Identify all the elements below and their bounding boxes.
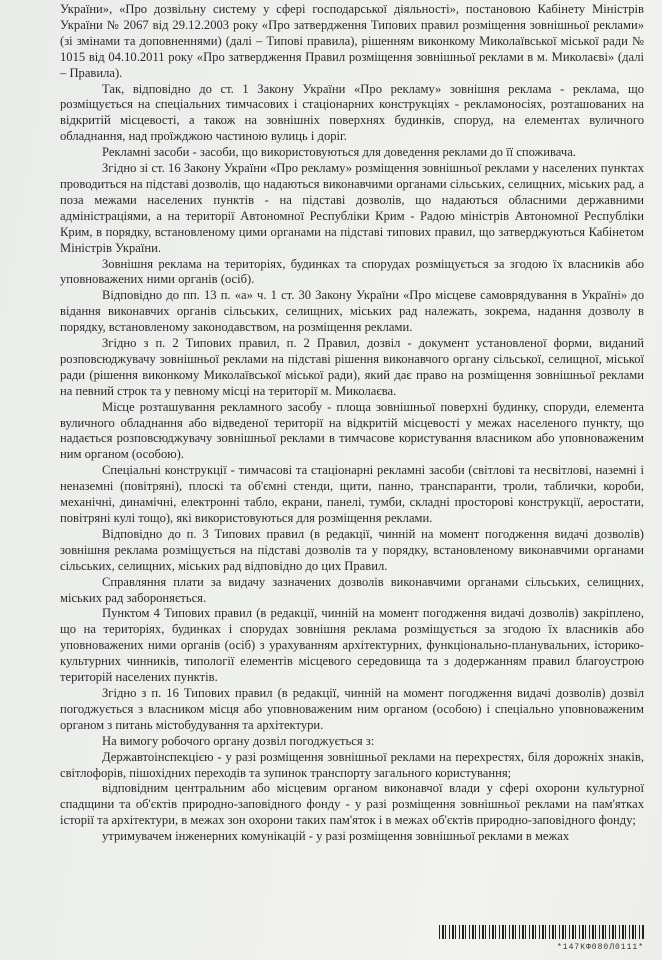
paragraph: Зовнішня реклама на територіях, будинках та спорудах розміщується за згодою їх власників або уповноважених ними органів (осіб). (60, 256, 644, 287)
paragraph: Згідно з п. 16 Типових правил (в редакції, чинній на момент погодження видачі дозволів) дозвіл погоджується з власником місця або уповноваженим ним органом (особою) і спеціально уповноваженим органом з питань містобудування та архітектури. (60, 685, 644, 732)
paragraph: Згідно зі ст. 16 Закону України «Про рекламу» розміщення зовнішньої реклами у населених пунктах проводиться на підставі дозволів, що надаються виконавчими органами сільських, селищних, міських рад, а поза межами населених пунктів - на підставі дозволів, що надаються обласними державними адміністраціями, а на території Автономної Республіки Крим - Радою міністрів Автономної Республіки Крим, в порядку, встановленому цими органами на підставі типових правил, що затверджуються Кабінетом Міністрів України. (60, 161, 644, 255)
document-footer (439, 925, 644, 956)
paragraph: Пунктом 4 Типових правил (в редакції, чинній на момент погодження видачі дозволів) закріплено, що на територіях, будинках і спорудах зовнішня реклама розміщується за згодою їх власників або уповноважених ними органів (осіб) з урахуванням архітектурних, функціонально-планувальних, історико-культурних чинників, типології елементів місцевого середовища та з додержанням правил благоустрою територій населених пунктів. (60, 606, 644, 685)
paragraph: Відповідно до п. 3 Типових правил (в редакції, чинній на момент погодження видачі дозволів) зовнішня реклама розміщується на підставі дозволів та у порядку, встановленому виконавчими органами сільських, селищних, міських рад відповідно до цих Правил. (60, 526, 644, 573)
barcode-graphic (439, 925, 644, 939)
paragraph: Рекламні засоби - засоби, що використовуються для доведення реклами до її споживача. (102, 145, 576, 160)
paragraph: Місце розташування рекламного засобу - площа зовнішньої поверхні будинку, споруди, елемента вуличного обладнання або відведеної території на відкритій місцевості у межах населеного пункту, що надається розповсюджувачу зовнішньої реклами в тимчасове користування власником або уповноваженим ним органом (особою). (60, 399, 644, 462)
paragraph: утримувачем інженерних комунікацій - у разі розміщення зовнішньої реклами в межах (102, 829, 570, 844)
paragraph: Державтоінспекцією - у разі розміщення зовнішньої реклами на перехрестях, біля дорожніх знаків, світлофорів, пішохідних переходів та зупинок транспорту загального користування; (60, 749, 644, 780)
document-body (60, 2, 644, 845)
paragraph: Відповідно до пп. 13 п. «а» ч. 1 ст. 30 Закону України «Про місцеве самоврядування в Україні» до відання виконавчих органів сільських, селищних, міських рад належать, зокрема, надання дозволу в порядку, встановленому законодавством, на розміщення реклами. (60, 288, 644, 335)
barcode-code: *147КФ080Л0111* (556, 943, 644, 953)
paragraph: Справляння плати за видачу зазначених дозволів виконавчими органами сільських, селищних, міських рад забороняється. (60, 574, 644, 605)
paragraph: відповідним центральним або місцевим органом виконавчої влади у сфері охорони культурної спадщини та об'єктів природно-заповідного фонду - у разі розміщення зовнішньої реклами на пам'ятках історії та архітектури, в межах зон охорони таких пам'яток і в межах об'єктів природно-заповідного фонду; (60, 781, 644, 828)
paragraph: Згідно з п. 2 Типових правил, п. 2 Правил, дозвіл - документ установленої форми, виданий розповсюджувачу зовнішньої реклами на підставі рішення виконавчого органу сільської, селищної, міської ради (рішення виконкому Миколаївської міської ради), який дає право на розміщення зовнішньої реклами на певний строк та у певному місці на території м. Миколаєва. (60, 336, 644, 398)
paragraph: України», «Про дозвільну систему у сфері господарської діяльності», постановою Кабінету Міністрів України № 2067 від 29.12.2003 року «Про затвердження Типових правил розміщення зовнішньої реклами» (зі змінами та доповненнями) (далі – Типові правила), рішенням виконкому Миколаївської міської ради № 1015 від 04.10.2011 року «Про затвердження Правил розміщення зовнішньої реклами в м. Миколаєві» (далі – Правила). (60, 2, 644, 80)
paragraph: Так, відповідно до ст. 1 Закону України «Про рекламу» зовнішня реклама - реклама, що розміщується на спеціальних тимчасових і стаціонарних конструкціях - рекламоносіях, розташованих на відкритій місцевості, а також на зовнішніх поверхнях будинків, споруд, на елементах вуличного обладнання, над проїжджою частиною вулиць і доріг. (60, 81, 644, 144)
paragraph: Спеціальні конструкції - тимчасові та стаціонарні рекламні засоби (світлові та несвітлові, наземні і неназемні (повітряні), плоскі та об'ємні стенди, щити, панно, транспаранти, троли, таблички, короби, механічні, динамічні, електронні табло, екрани, панелі, тумби, складні просторові конструкції, аеростати, повітряні кулі тощо), які використовуються для розміщення реклами. (60, 463, 644, 525)
paragraph: На вимогу робочого органу дозвіл погоджується з: (102, 733, 375, 748)
